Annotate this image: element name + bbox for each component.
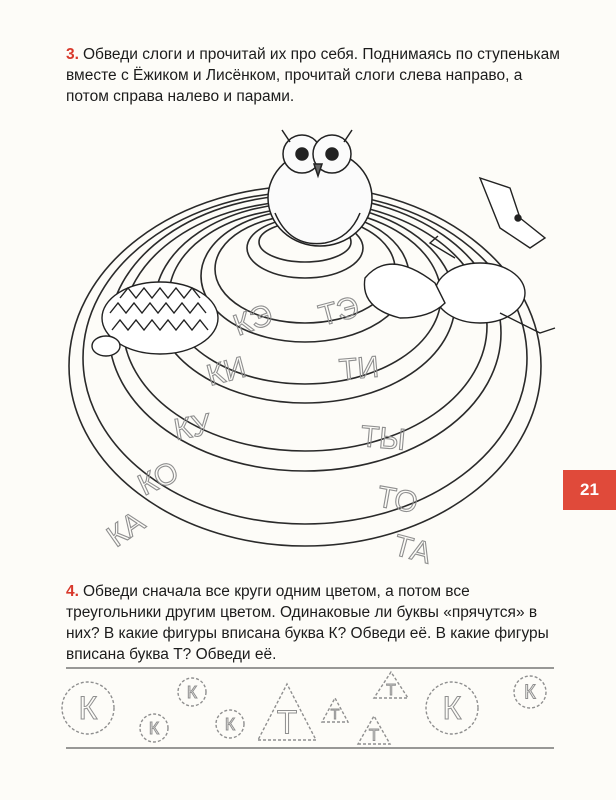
task-4 [66,581,566,665]
shape-letter: К [148,717,160,738]
shape-items [62,672,546,745]
page-number-badge: 21 [563,470,616,510]
shape-letter: К [524,681,536,704]
shape-letter: Т [330,707,340,724]
shape-letter: Т [368,725,380,745]
shape-letter: Т [276,704,298,742]
syllable-ki: КИ [203,350,250,393]
task-4-number: 4. [66,583,79,600]
shape-letter: К [224,713,236,734]
syllable-ko: КО [133,455,184,503]
task-3-text: Обведи слоги и прочитай их про себя. Поднимаясь по ступенькам вместе с Ёжиком и Лисёнком, прочитай слоги слева направо, а потом справа налево и парами. [66,46,560,105]
task-3 [66,44,566,107]
syllable-ty: ТЫ [359,420,407,457]
task-4-instructions [66,581,566,665]
shape-letter: Т [386,681,396,699]
owl-illustration [268,130,372,246]
task-4-text: Обведи сначала все круги одним цветом, а потом все треугольники другим цветом. Одинаковые ли буквы «прячутся» в них? В какие фигуры вписана буква К? Обведи её. В какие фигуры вписана буква Т? Обведи её. [66,583,549,663]
hedgehog-illustration [92,282,218,356]
syllable-to: ТО [374,480,421,520]
shape-letter: К [186,681,198,702]
shape-letter: К [442,689,462,726]
syllable-ti: ТИ [337,350,381,387]
shapes-exercise [60,662,560,762]
syllable-staircase [60,118,560,578]
syllable-ke: КЭ [229,298,278,343]
task-3-number: 3. [66,46,79,63]
fox-illustration [364,178,555,333]
syllable-te: ТЭ [315,290,363,333]
syllable-ku: КУ [171,407,214,447]
syllable-ta: ТА [390,528,435,571]
task-3-instructions [66,44,566,107]
syllable-ka: КА [101,505,151,554]
shape-letter: К [78,689,98,726]
